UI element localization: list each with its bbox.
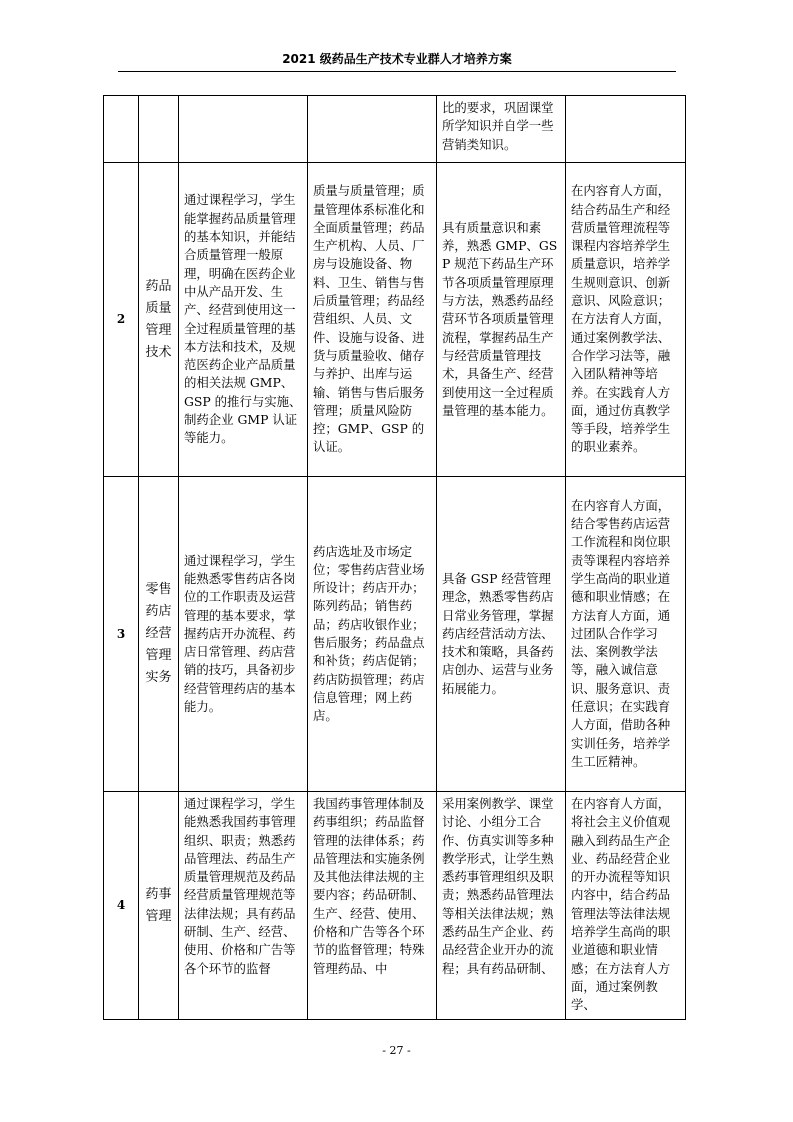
cell-ideology: 在内容育人方面，将社会主义价值观融入到药品生产企业、药品经营企业的开办流程等知识内容中，结合药品管理法等法律法规培养学生高尚的职业道德和职业情感；在方法育人方面，通过案例教学、 [566,792,686,1020]
table-row-course-4 [104,792,686,1020]
cell-content: 我国药事管理体制及药事组织；药品监督管理的法律体系；药品管理法和实施条例及其他法律法规的主要内容；药品研制、生产、经营、使用、价格和广告等各个环节的监督管理；特殊管理药品、中 [308,792,437,1020]
cell-content: 质量与质量管理；质量管理体系标准化和全面质量管理；药品生产机构、人员、厂房与设施设备、物料、卫生、销售与售后质量管理；药品经营组织、人员、文件、设施与设备、进货与质量验收、储存与养护、出库与运输、销售与售后服务管理；质量风险防控；GMP、GSP 的认证。 [308,163,437,477]
table-row-continued [104,96,686,163]
page-header-title: 2021 级药品生产技术专业群人才培养方案 [282,52,512,66]
cell-content: 药店选址及市场定位；零售药店营业场所设计；药店开办；陈列药品；销售药品；药店收银作业；售后服务；药品盘点和补货；药店促销；药店防损管理；药店信息管理；网上药店。 [308,477,437,792]
cell-requirements: 具有质量意识和素养，熟悉 GMP、GSP 规范下药品生产环节各项质量管理原理与方法，熟悉药品经营环节各项质量管理流程，掌握药品生产与经营质量管理技术，具备生产、经营到使用这一全过程质量管理的基本能力。 [437,163,566,477]
cell-course-name: 零售药店经营管理实务 [139,477,179,792]
cell-ideology: 在内容育人方面，结合药品生产和经营质量管理流程等课程内容培养学生质量意识，培养学生规则意识、创新意识、风险意识；在方法育人方面，通过案例教学法、合作学习法等，融入团队精神等培养。在实践育人方面，通过仿真教学等手段，培养学生的职业素养。 [566,163,686,477]
page-number: - 27 - [382,1044,411,1057]
cell-number: 3 [104,477,139,792]
header-rule [118,71,676,72]
cell-objectives: 通过课程学习，学生能掌握药品质量管理的基本知识，并能结合质量管理一般原理，明确在医药企业中从产品开发、生产、经营到使用这一全过程质量管理的基本方法和技术，及规范医药企业产品质量的相关法规 GMP、GSP 的推行与实施、制药企业 GMP 认证等能力。 [179,163,308,477]
cell-ideology [566,96,686,163]
cell-ideology: 在内容育人方面，结合零售药店运营工作流程和岗位职责等课程内容培养学生高尚的职业道德和职业情感；在方法育人方面，通过团队合作学习法、案例教学法等，融入诚信意识、服务意识、责任意识；在实践育人方面，借助各种实训任务，培养学生工匠精神。 [566,477,686,792]
cell-objectives: 通过课程学习，学生能熟悉零售药店各岗位的工作职责及运营管理的基本要求，掌握药店开办流程、药店日常管理、药店营销的技巧，具备初步经营管理药店的基本能力。 [179,477,308,792]
cell-requirements: 具备 GSP 经营管理理念，熟悉零售药店日常业务管理，掌握药店经营活动方法、技术和策略，具备药店创办、运营与业务拓展能力。 [437,477,566,792]
cell-course-name: 药事管理 [139,792,179,1020]
cell-number: 4 [104,792,139,1020]
cell-requirements: 采用案例教学、课堂讨论、小组分工合作、仿真实训等多种教学形式，让学生熟悉药事管理组织及职责；熟悉药品管理法等相关法律法规；熟悉药品生产企业、药品经营企业开办的流程；具有药品研制、 [437,792,566,1020]
cell-number [104,96,139,163]
cell-objectives [179,96,308,163]
table-row-course-3 [104,477,686,792]
table-row-course-2 [104,163,686,477]
cell-objectives: 通过课程学习，学生能熟悉我国药事管理组织、职责；熟悉药品管理法、药品生产质量管理规范及药品经营质量管理规范等法律法规；具有药品研制、生产、经营、使用、价格和广告等各个环节的监督 [179,792,308,1020]
cell-number: 2 [104,163,139,477]
curriculum-table [103,95,686,1020]
cell-requirements: 比的要求，巩固课堂所学知识并自学一些营销类知识。 [437,96,566,163]
cell-content [308,96,437,163]
cell-course-name: 药品质量管理技术 [139,163,179,477]
cell-course-name [139,96,179,163]
